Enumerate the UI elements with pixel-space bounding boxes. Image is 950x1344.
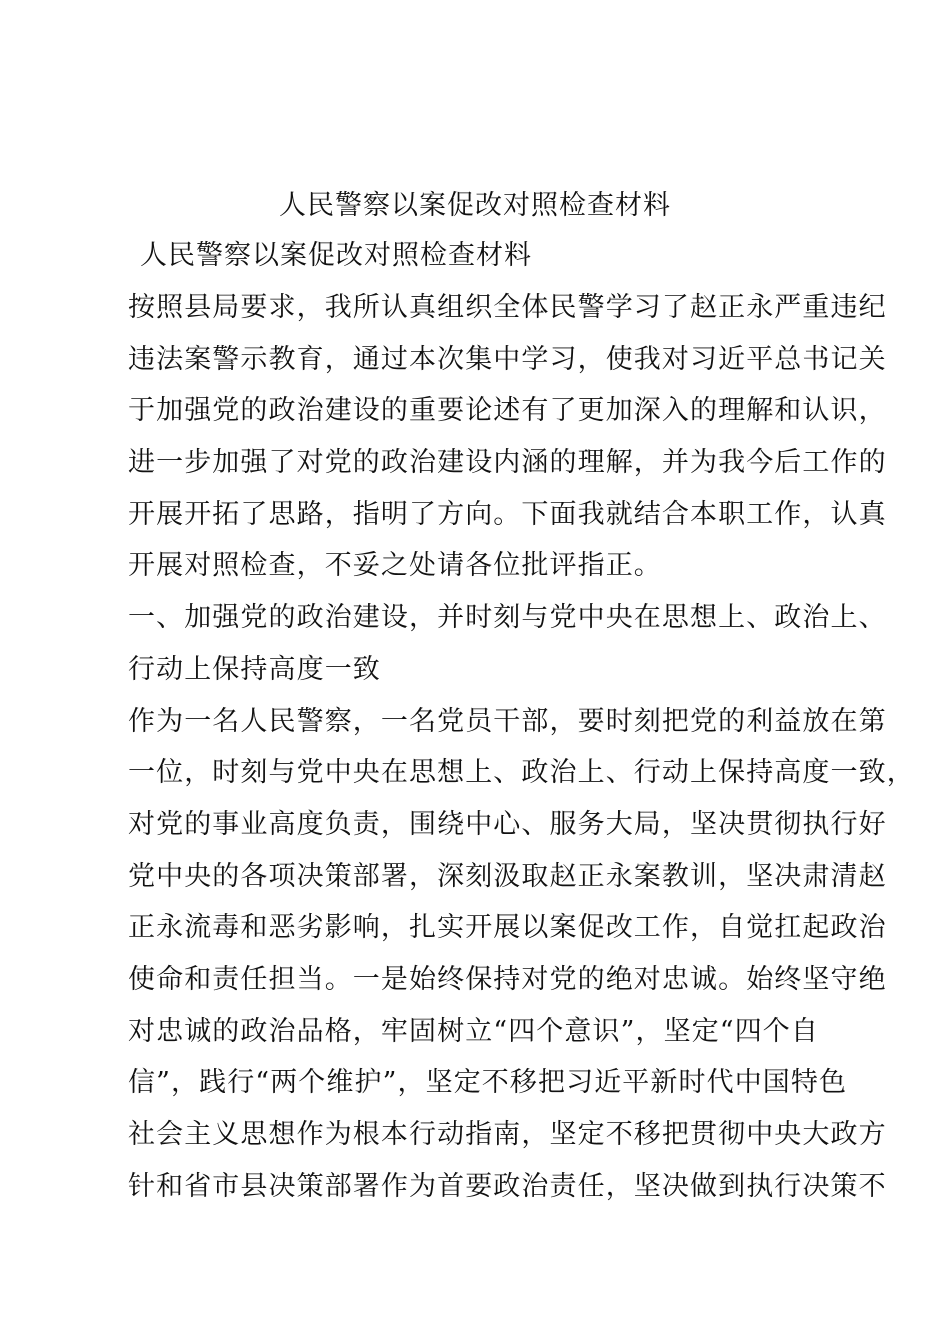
body-line: 使命和责任担当。一是始终保持对党的绝对忠诚。始终坚守绝	[128, 963, 887, 995]
body-line: 针和省市县决策部署作为首要政治责任，坚决做到执行决策不	[128, 1170, 887, 1202]
body-line: 社会主义思想作为根本行动指南，坚定不移把贯彻中央大政方	[128, 1119, 887, 1150]
body-line: 党中央的各项决策部署，深刻汲取赵正永案教训，坚决肃清赵	[128, 860, 887, 892]
section-heading-line: 一、加强党的政治建设，并时刻与党中央在思想上、政治上、	[128, 602, 887, 634]
body-line: 于加强党的政治建设的重要论述有了更加深入的理解和认识，	[128, 395, 887, 427]
body-line: 进一步加强了对党的政治建设内涵的理解，并为我今后工作的	[128, 447, 887, 479]
body-line: 开展对照检查，不妥之处请各位批评指正。	[128, 550, 662, 582]
document-subtitle: 人民警察以案促改对照检查材料	[140, 240, 532, 271]
section-heading-line: 行动上保持高度一致	[128, 653, 381, 685]
body-line: 对忠诚的政治品格，牢固树立“四个意识”，坚定“四个自	[128, 1015, 820, 1047]
body-line: 作为一名人民警察，一名党员干部，要时刻把党的利益放在第	[128, 705, 887, 737]
document-title: 人民警察以案促改对照检查材料	[279, 190, 671, 221]
document-body	[128, 288, 915, 1218]
body-line: 一位，时刻与党中央在思想上、政治上、行动上保持高度一致，	[128, 757, 915, 789]
body-line: 正永流毒和恶劣影响，扎实开展以案促改工作，自觉扛起政治	[128, 912, 887, 944]
body-line: 开展开拓了思路，指明了方向。下面我就结合本职工作，认真	[128, 498, 887, 530]
body-line: 信”，践行“两个维护”，坚定不移把习近平新时代中国特色	[128, 1067, 848, 1099]
body-line: 违法案警示教育，通过本次集中学习，使我对习近平总书记关	[128, 343, 887, 375]
body-line: 按照县局要求，我所认真组织全体民警学习了赵正永严重违纪	[128, 292, 887, 323]
body-line: 对党的事业高度负责，围绕中心、服务大局，坚决贯彻执行好	[128, 808, 887, 840]
